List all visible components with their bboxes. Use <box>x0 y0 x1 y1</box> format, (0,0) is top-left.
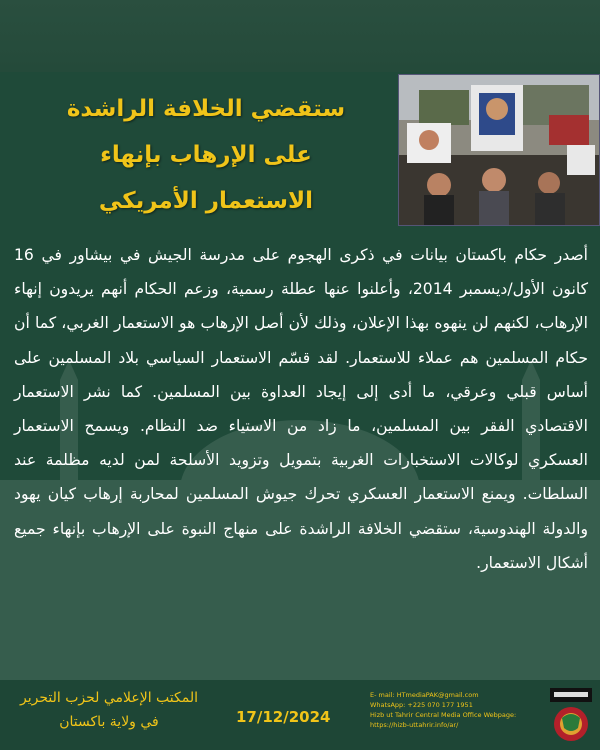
contact-whatsapp[interactable]: WhatsApp: +225 070 177 1951 <box>370 701 473 709</box>
contact-web-url[interactable]: https://hizb-uttahrir.info/ar/ <box>370 721 459 729</box>
party-logo-icon <box>548 688 594 744</box>
contact-email[interactable]: E- mail: HTmediaPAK@gmail.com <box>370 691 479 699</box>
headline-line: الاستعمار الأمريكي <box>98 188 314 214</box>
article-body: أصدر حكام باكستان بيانات في ذكرى الهجوم على مدرسة الجيش في بيشاور في 16 كانون الأول/ديسمبر 2014، وأعلنوا عنها عطلة رسمية، وزعم الحكام أنهم يريدون إنهاء الإرهاب، لكنهم لن ينهوه بهذا الإعلان، وذلك لأن أصل الإرهاب هو الاستعمار الغربي، كما أن حكام المسلمين هم عملاء للاستعمار. لقد قسّم الاستعمار السياسي بلاد المسلمين على أساس قبلي وعرقي، ما أدى إلى إيجاد العداوة بين المسلمين. كما نشر الاستعمار الاقتصادي الفقر بين المسلمين، ما زاد من الاستياء ضد النظام. ويسمح الاستعمار العسكري لوكالات الاستخبارات الغربية بتمويل وتزويد الأسلحة لمن لديه مظلمة عند السلطات. ويمنع الاستعمار العسكري تحرك جيوش المسلمين لمحاربة إرهاب كيان يهود والدولة الهندوسية، ستقضي الخلافة الراشدة على منهاج النبوة على الإرهاب بإنهاء جميع أشكال الاستعمار. <box>14 246 589 572</box>
office-line: المكتب الإعلامي لحزب التحرير <box>19 690 199 706</box>
publish-date: 17/12/2024 <box>236 708 331 726</box>
headline <box>20 86 392 224</box>
headline-line: على الإرهاب بإنهاء <box>100 142 312 168</box>
media-office-name <box>14 686 204 734</box>
contact-info <box>370 690 540 730</box>
office-region: في ولاية باكستان <box>59 714 159 730</box>
headline-line: ستقضي الخلافة الراشدة <box>66 96 346 122</box>
contact-web-label: Hizb ut Tahrir Central Media Office Webpage: <box>370 711 517 719</box>
top-band <box>0 0 600 72</box>
protest-photo <box>398 74 600 226</box>
